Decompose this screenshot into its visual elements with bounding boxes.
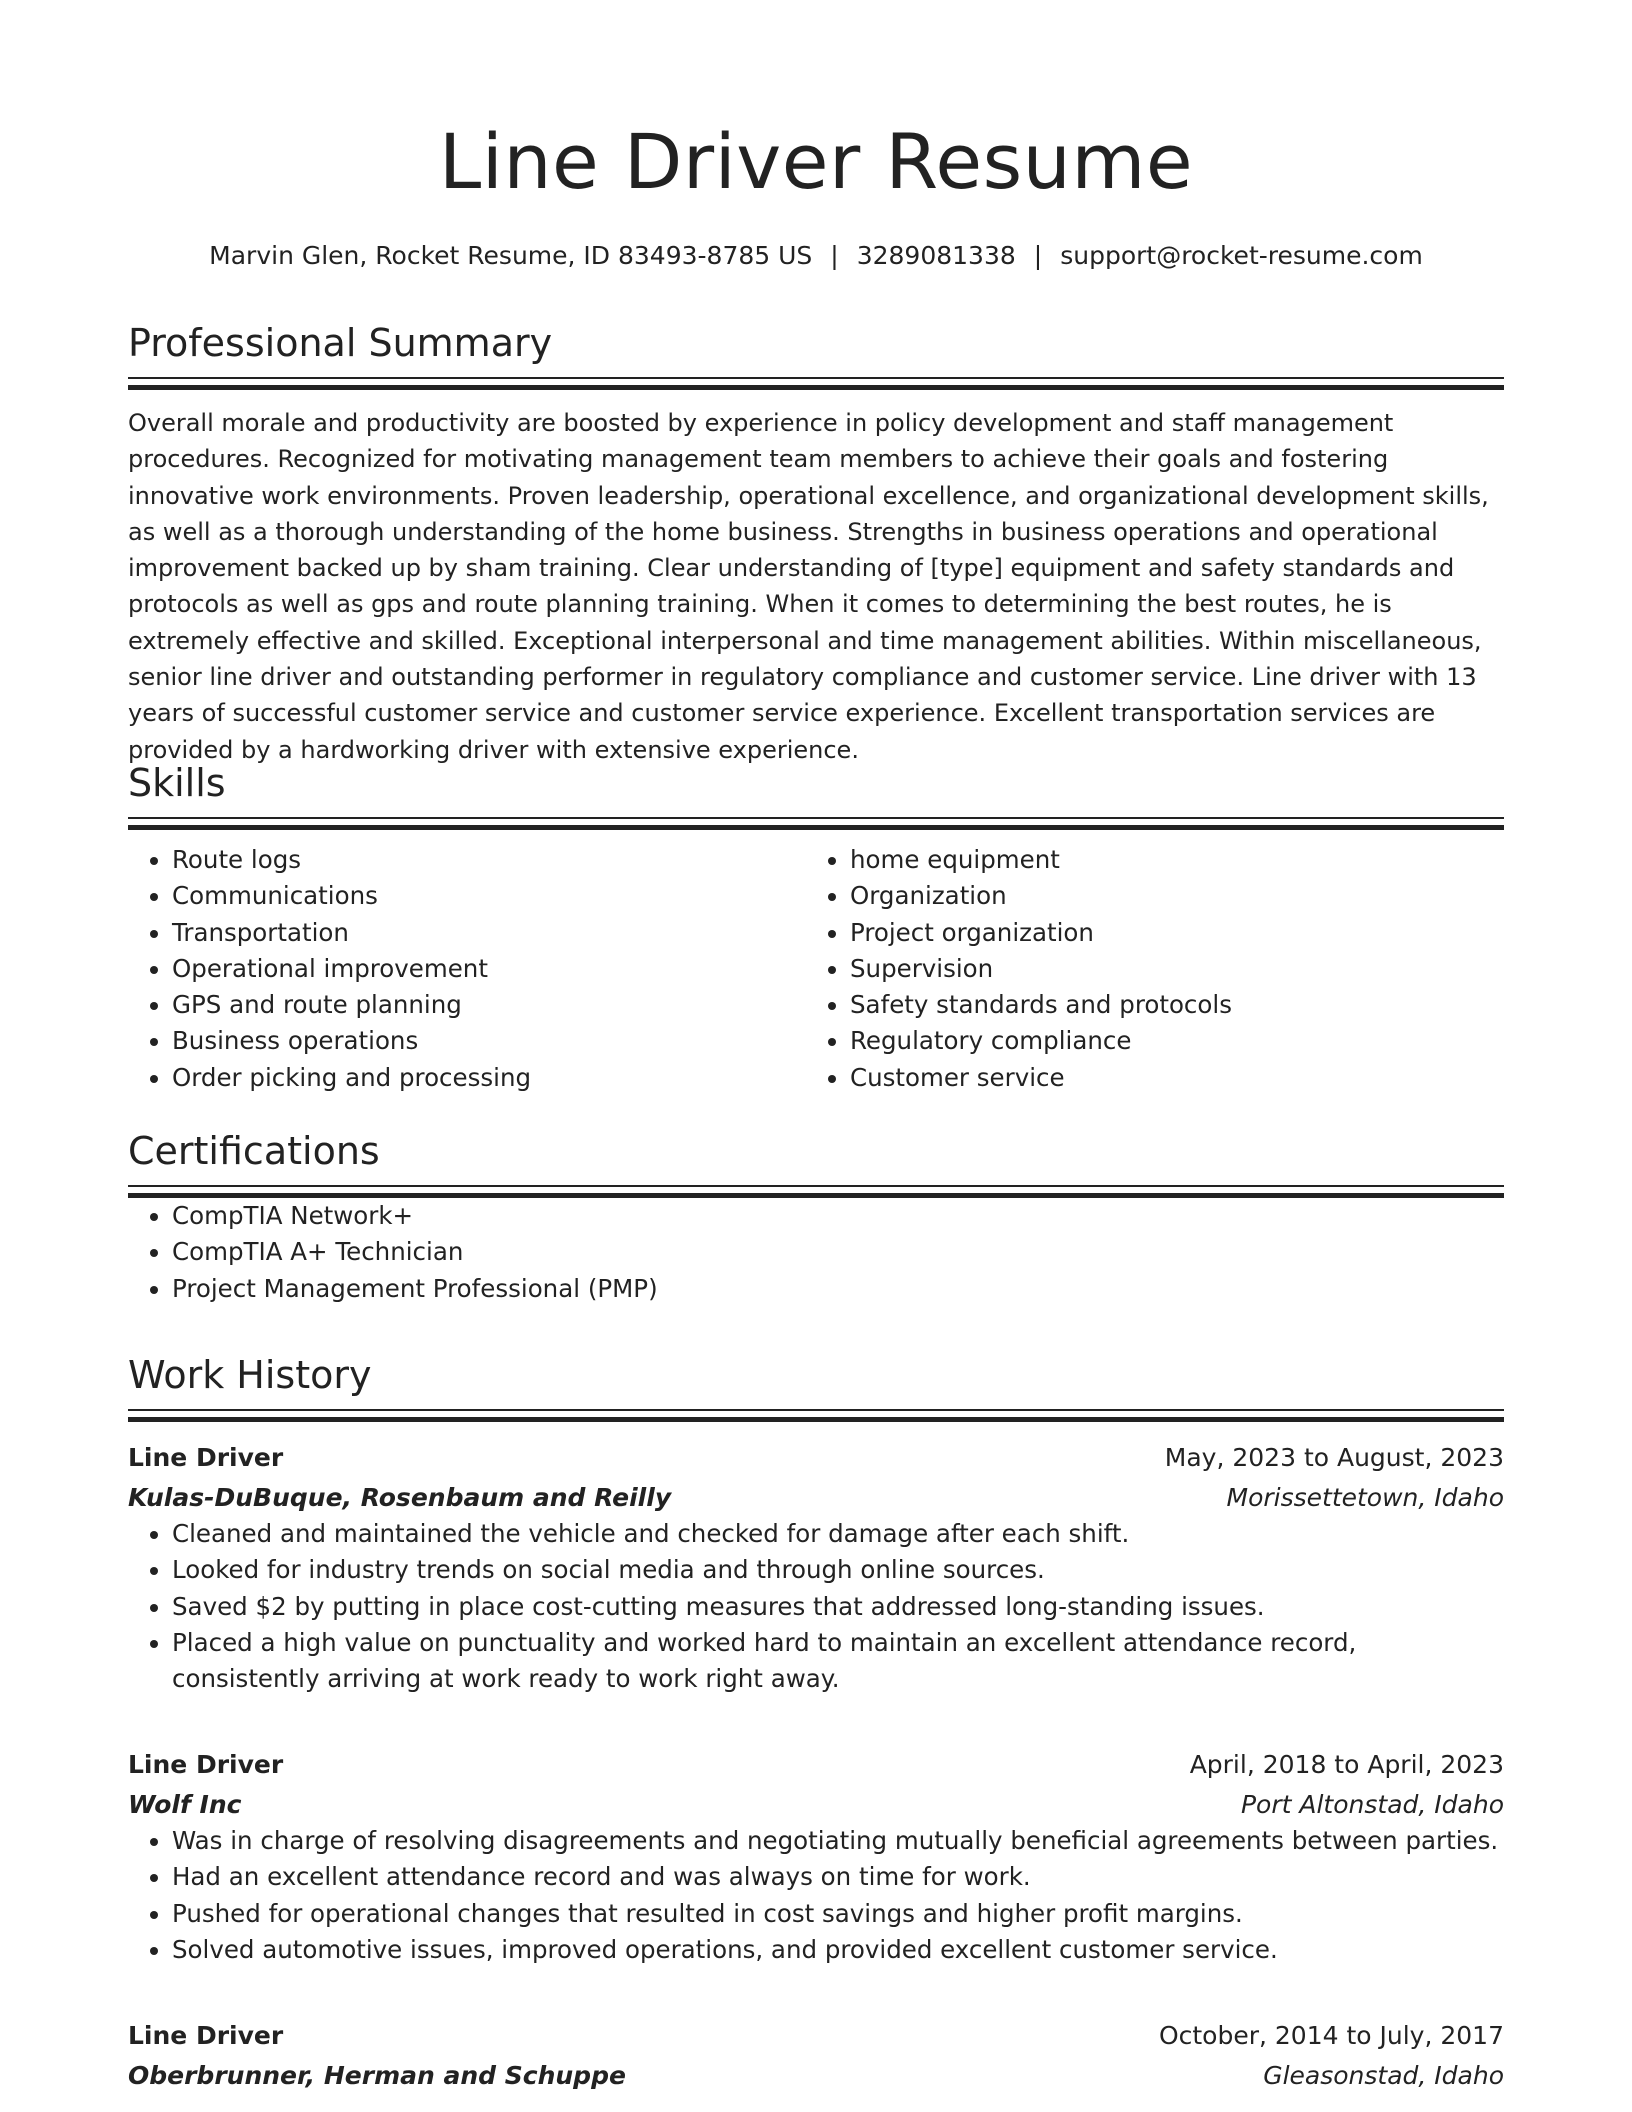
job-subheader-row — [128, 1783, 1504, 1823]
job-title: Line Driver — [128, 1750, 284, 1779]
skill-item: • home equipment — [850, 842, 1484, 878]
contact-separator: | — [1033, 241, 1043, 270]
job-company: Wolf Inc — [128, 1790, 242, 1819]
skill-item: • Organization — [850, 878, 1484, 914]
contact-phone: 3289081338 — [856, 241, 1016, 270]
job-bullet: • Had an excellent attendance record and was always on time for work. — [172, 1859, 1504, 1895]
job-header-row — [128, 1747, 1504, 1783]
job-location: Morissettetown, Idaho — [1226, 1483, 1504, 1512]
job-entry — [128, 1747, 1504, 1968]
job-header-row — [128, 1440, 1504, 1476]
skill-item: • Operational improvement — [172, 951, 806, 987]
job-bullet: • Was in charge of resolving disagreements and negotiating mutually beneficial agreements between parties. — [172, 1823, 1504, 1859]
job-title: Line Driver — [128, 1443, 284, 1472]
job-location: Gleasonstad, Idaho — [1263, 2061, 1504, 2090]
job-title: Line Driver — [128, 2021, 284, 2050]
summary-heading: Professional Summary — [128, 321, 553, 365]
section-divider — [128, 1185, 1504, 1198]
contact-address: Marvin Glen, Rocket Resume, ID 83493-8785 US — [209, 241, 813, 270]
skills-list-right — [806, 842, 1484, 1096]
certifications-list — [128, 1198, 1504, 1307]
certifications-section — [128, 1127, 1504, 1307]
contact-email: support@rocket-resume.com — [1060, 241, 1423, 270]
job-bullet: • Saved $2 by putting in place cost-cutting measures that addressed long-standing issues. — [172, 1589, 1504, 1625]
job-entry — [128, 1440, 1504, 1697]
skill-item: • Order picking and processing — [172, 1060, 806, 1096]
skill-item: • Transportation — [172, 915, 806, 951]
job-bullet: • Pushed for operational changes that resulted in cost savings and higher profit margins. — [172, 1896, 1504, 1932]
skills-grid — [128, 842, 1504, 1096]
job-subheader-row — [128, 1476, 1504, 1516]
skill-item: • Regulatory compliance — [850, 1023, 1484, 1059]
certifications-heading: Certifications — [128, 1129, 380, 1173]
job-dates: May, 2023 to August, 2023 — [1164, 1443, 1504, 1472]
job-dates: April, 2018 to April, 2023 — [1189, 1750, 1504, 1779]
job-company: Oberbrunner, Herman and Schuppe — [128, 2061, 626, 2090]
job-location: Port Altonstad, Idaho — [1240, 1790, 1504, 1819]
section-divider — [128, 817, 1504, 830]
summary-text: Overall morale and productivity are boosted by experience in policy development and staff management procedures. Recognized for motivating management team members to achieve their goals and fostering innovative work environments. Proven leadership, operational excellence, and organizational development skills, as well as a thorough understanding of the home business. Strengths in business operations and operational improvement backed up by sham training. Clear understanding of [type] equipment and safety standards and protocols as well as gps and route planning training. When it comes to determining the best routes, he is extremely effective and skilled. Exceptional interpersonal and time management abilities. Within miscellaneous, senior line driver and outstanding performer in regulatory compliance and customer service. Line driver with 13 years of successful customer service and customer service experience. Excellent transportation services are provided by a hardworking driver with extensive experience. — [128, 409, 1489, 764]
job-dates: October, 2014 to July, 2017 — [1158, 2021, 1504, 2050]
skill-item: • Project organization — [850, 915, 1484, 951]
certification-item: • CompTIA Network+ — [172, 1198, 1504, 1234]
skill-item: • Communications — [172, 878, 806, 914]
skills-column-right — [806, 842, 1484, 1096]
certification-item: • Project Management Professional (PMP) — [172, 1271, 1504, 1307]
skills-list-left — [128, 842, 806, 1096]
skills-heading: Skills — [128, 761, 226, 805]
contact-separator: | — [830, 241, 839, 270]
skill-item: • Supervision — [850, 951, 1484, 987]
work-history-heading: Work History — [128, 1353, 372, 1397]
work-history-section — [128, 1351, 1504, 1422]
job-bullet-list — [128, 1823, 1504, 1968]
job-bullet: • Solved automotive issues, improved operations, and provided excellent customer service. — [172, 1932, 1504, 1968]
skill-item: • Safety standards and protocols — [850, 987, 1484, 1023]
skill-item: • GPS and route planning — [172, 987, 806, 1023]
skills-section — [128, 759, 1504, 1096]
contact-line — [128, 239, 1504, 273]
job-bullet-list — [128, 1516, 1504, 1697]
job-bullet: • Cleaned and maintained the vehicle and checked for damage after each shift. — [172, 1516, 1504, 1552]
skill-item: • Route logs — [172, 842, 806, 878]
job-bullet: • Looked for industry trends on social media and through online sources. — [172, 1552, 1504, 1588]
skill-item: • Customer service — [850, 1060, 1484, 1096]
job-header-row — [128, 2018, 1504, 2054]
section-divider — [128, 1409, 1504, 1422]
job-company: Kulas-DuBuque, Rosenbaum and Reilly — [128, 1483, 672, 1512]
resume-title: Line Driver Resume — [438, 117, 1194, 206]
section-divider — [128, 377, 1504, 390]
job-subheader-row — [128, 2054, 1504, 2094]
job-bullet: • Placed a high value on punctuality and worked hard to maintain an excellent attendance record, consistently arriving at work ready to work right away. — [172, 1625, 1504, 1698]
skills-column-left — [128, 842, 806, 1096]
job-entry — [128, 2018, 1504, 2094]
certification-item: • CompTIA A+ Technician — [172, 1234, 1504, 1270]
skill-item: • Business operations — [172, 1023, 806, 1059]
summary-section — [128, 319, 1504, 768]
